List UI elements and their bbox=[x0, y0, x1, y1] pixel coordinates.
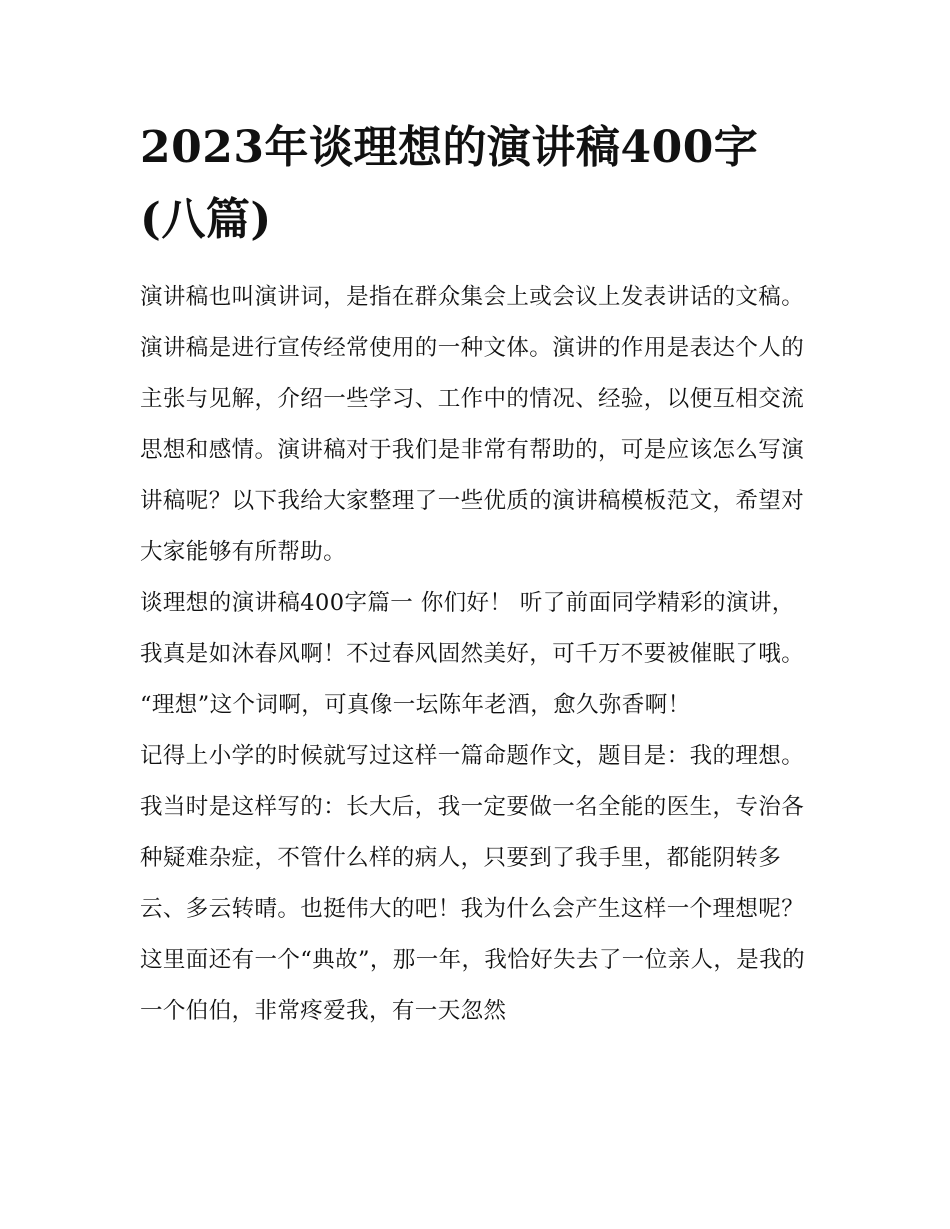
paragraph-childhood-ideal: 记得上小学的时候就写过这样一篇命题作文，题目是：我的理想。我当时是这样写的：长大后，我一定要做一名全能的医生，专治各种疑难杂症，不管什么样的病人，只要到了我手里，都能阴转多云、多云转晴。也挺伟大的吧！我为什么会产生这样一个理想呢？这里面还有一个“典故”，那一年，我恰好失去了一位亲人，是我的一个伯伯，非常疼爱我，有一天忽然 bbox=[140, 743, 806, 1024]
paragraph-speech-opening: 谈理想的演讲稿400字篇一 你们好！ 听了前面同学精彩的演讲，我真是如沐春风啊！不过春风固然美好，可千万不要被催眠了哦。 bbox=[140, 590, 805, 667]
paragraph-intro: 演讲稿也叫演讲词，是指在群众集会上或会议上发表讲话的文稿。演讲稿是进行宣传经常使用的一种文体。演讲的作用是表达个人的主张与见解，介绍一些学习、工作中的情况、经验，以便互相交流思想和感情。演讲稿对于我们是非常有帮助的，可是应该怎么写演讲稿呢？以下我给大家整理了一些优质的演讲稿模板范文，希望对大家能够有所帮助。 bbox=[140, 284, 805, 565]
document-content bbox=[140, 112, 812, 1037]
document-title: 2023年谈理想的演讲稿400字(八篇) bbox=[140, 122, 759, 245]
paragraph-ideal-wine: “理想”这个词啊，可真像一坛陈年老酒，愈久弥香啊！ bbox=[140, 692, 691, 718]
document-body bbox=[140, 272, 812, 1037]
